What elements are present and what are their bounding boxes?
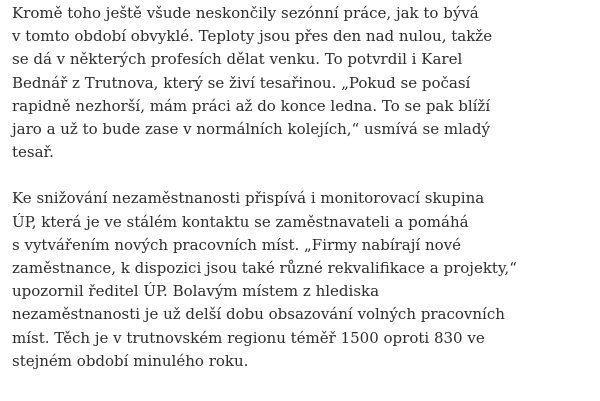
text-line: se dá v některých profesích dělat venku. To potvrdil i Karel [12,50,463,69]
paragraph-monitoring-group [12,187,598,373]
text-line: stejném období minulého roku. [12,351,249,370]
text-line: upozornil ředitel ÚP. Bolavým místem z hlediska [12,282,380,301]
text-line: rapidně nezhorší, mám práci až do konce ledna. To se pak blíží [12,96,491,115]
text-line: zaměstnance, k dispozici jsou také různé rekvalifikace a projekty,“ [12,259,517,278]
text-line: Bednář z Trutnova, který se živí tesařinou. „Pokud se počasí [12,73,471,92]
text-line: Kromě toho ještě všude neskončily sezónní práce, jak to bývá [12,4,479,22]
text-line: nezaměstnanosti je už delší dobu obsazování volných pracovních [12,305,505,324]
text-line: v tomto období obvyklé. Teploty jsou přes den nad nulou, takže [12,27,493,46]
text-line: míst. Těch je v trutnovském regionu téměř 1500 oproti 830 ve [12,328,485,347]
text-line: s vytvářením nových pracovních míst. „Firmy nabírají nové [12,235,462,254]
paragraph-seasonal-work [12,2,598,164]
article-body [12,2,598,373]
text-line: ÚP, která je ve stálém kontaktu se zaměstnavateli a pomáhá [12,212,469,231]
text-line: tesař. [12,143,54,162]
text-line: jaro a už to bude zase v normálních kolejích,“ usmívá se mladý [12,120,490,139]
text-line: Ke snižování nezaměstnanosti přispívá i monitorovací skupina [12,189,485,208]
